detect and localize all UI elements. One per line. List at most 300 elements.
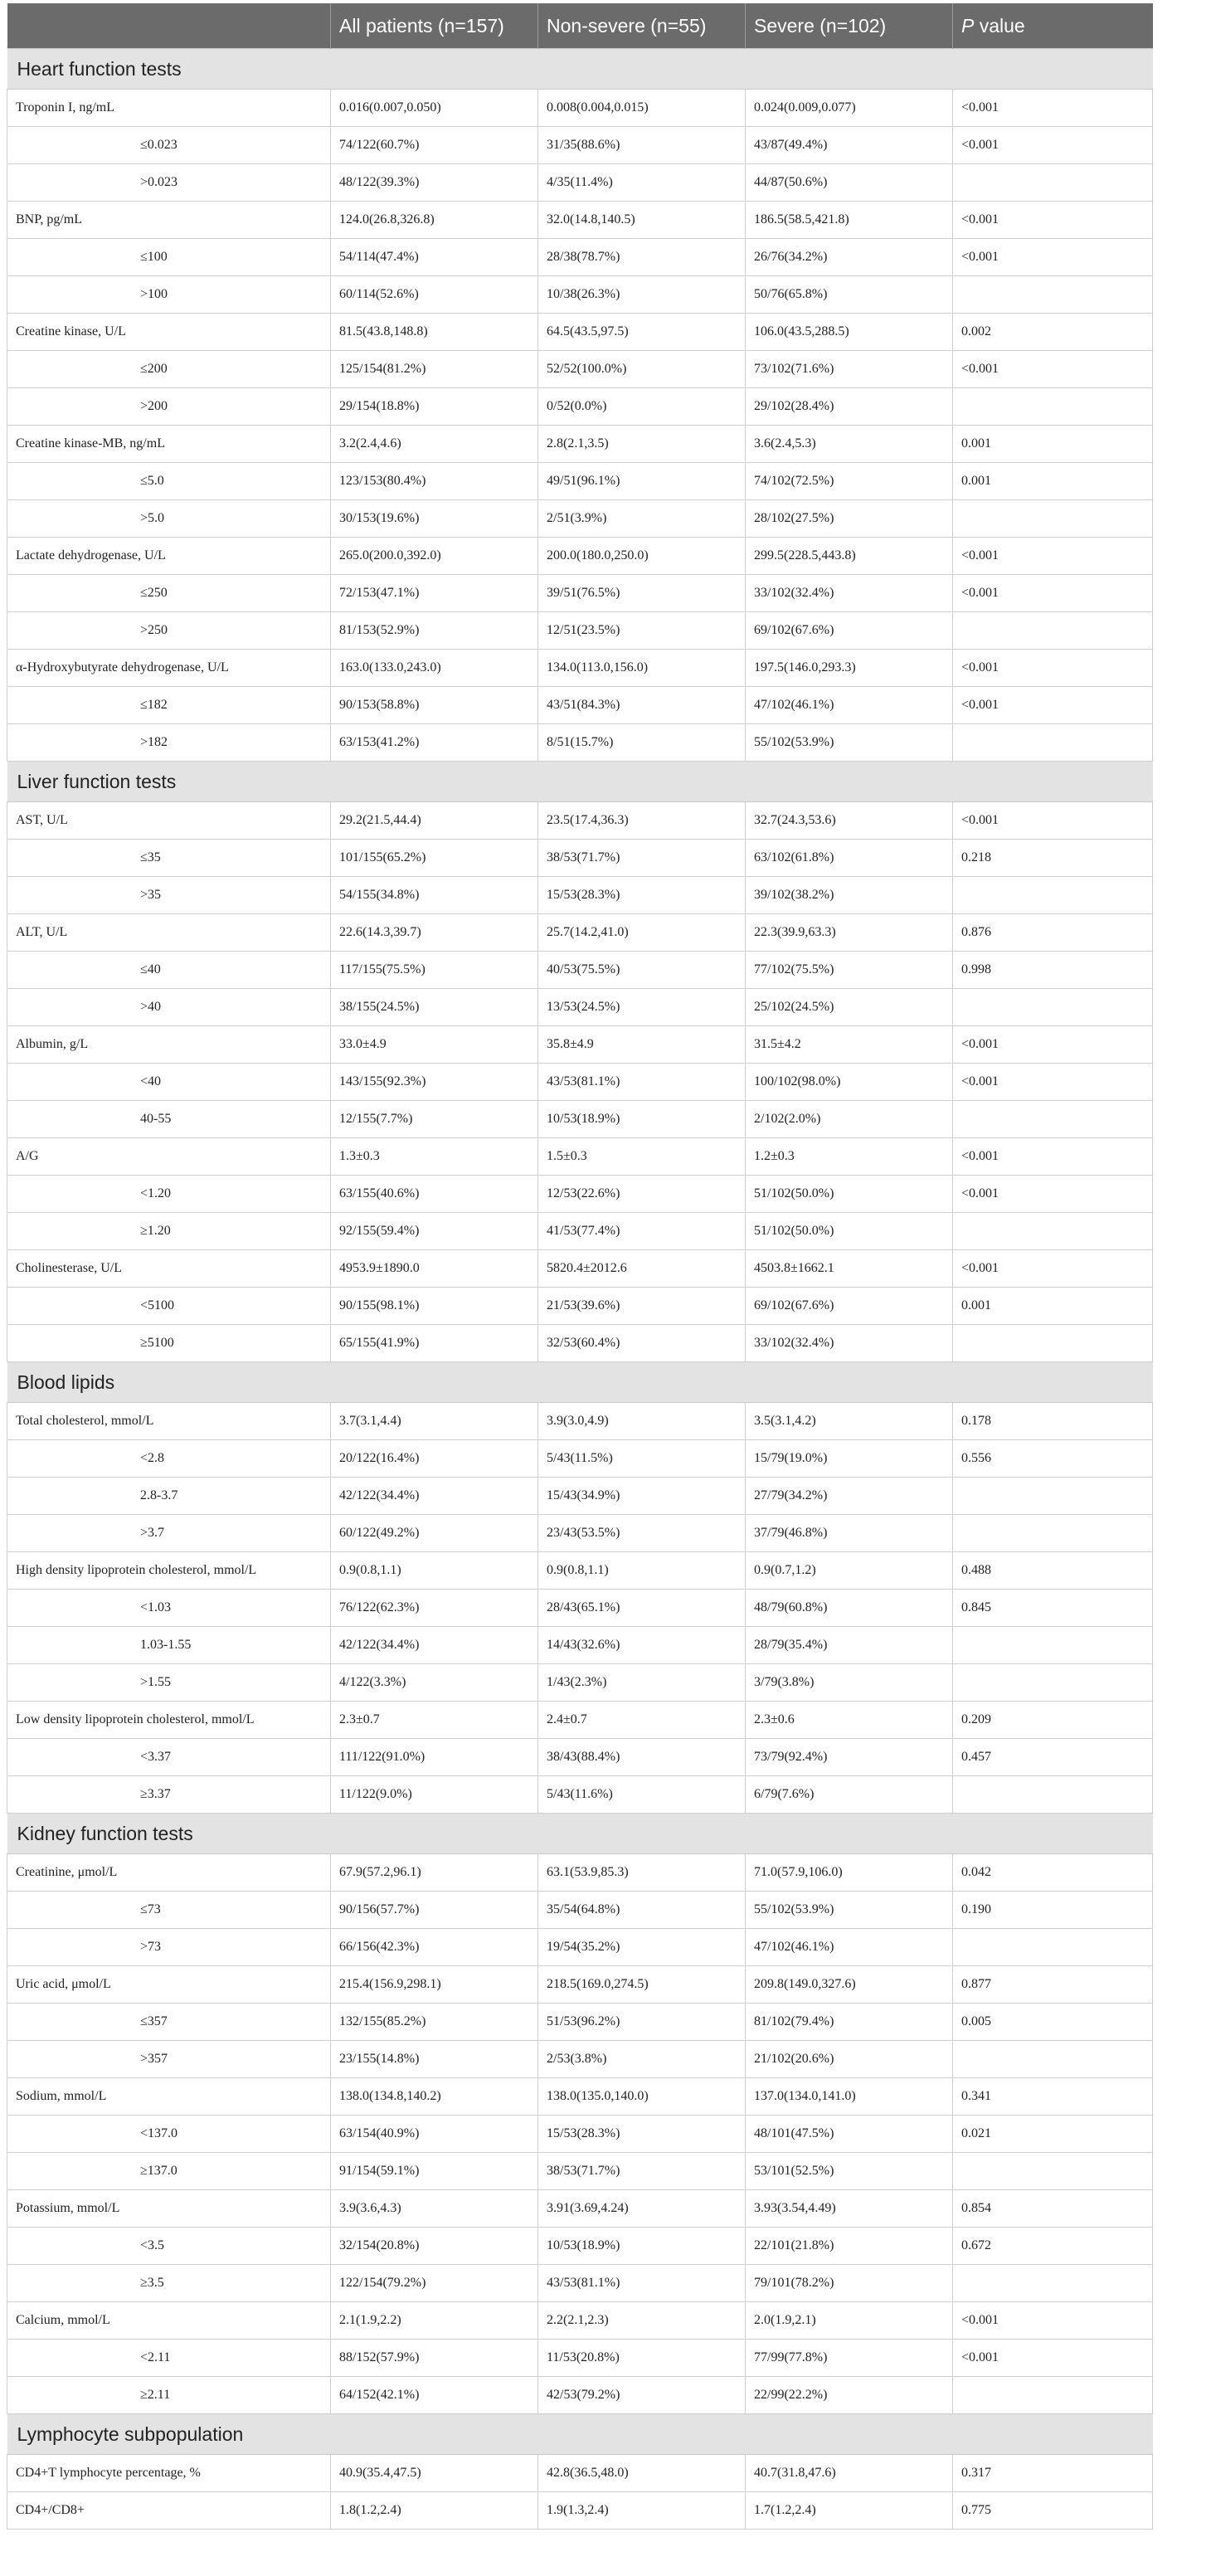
subcategory-row (7, 952, 1153, 989)
cell-non-severe: 35.8±4.9 (538, 1026, 746, 1064)
cell-p-value: 0.001 (953, 426, 1153, 463)
cell-all-patients: 72/153(47.1%) (331, 575, 538, 612)
cell-all-patients: 4953.9±1890.0 (331, 1250, 538, 1288)
row-label: 40-55 (7, 1101, 331, 1138)
cell-non-severe: 15/43(34.9%) (538, 1478, 746, 1515)
subcategory-row (7, 1440, 1153, 1478)
cell-all-patients: 22.6(14.3,39.7) (331, 914, 538, 952)
cell-non-severe: 21/53(39.6%) (538, 1288, 746, 1325)
cell-p-value: <0.001 (953, 1026, 1153, 1064)
cell-severe: 22/99(22.2%) (746, 2377, 953, 2414)
cell-non-severe: 0.008(0.004,0.015) (538, 90, 746, 127)
cell-p-value (953, 1325, 1153, 1362)
row-label: >5.0 (7, 500, 331, 538)
subcategory-row (7, 877, 1153, 914)
cell-all-patients: 64/152(42.1%) (331, 2377, 538, 2414)
measure-row (7, 1702, 1153, 1739)
row-label: ≤250 (7, 575, 331, 612)
header-p-value (953, 3, 1153, 49)
cell-all-patients: 29.2(21.5,44.4) (331, 802, 538, 840)
cell-severe: 2.3±0.6 (746, 1702, 953, 1739)
cell-non-severe: 2.2(2.1,2.3) (538, 2302, 746, 2340)
cell-all-patients: 81.5(43.8,148.8) (331, 314, 538, 351)
cell-non-severe: 5/43(11.6%) (538, 1776, 746, 1814)
cell-all-patients: 32/154(20.8%) (331, 2228, 538, 2265)
row-label: Creatinine, μmol/L (7, 1854, 331, 1892)
subcategory-row (7, 2377, 1153, 2414)
cell-p-value: <0.001 (953, 2302, 1153, 2340)
subcategory-row (7, 127, 1153, 164)
subcategory-row (7, 2041, 1153, 2078)
cell-non-severe: 12/53(22.6%) (538, 1176, 746, 1213)
row-label: Calcium, mmol/L (7, 2302, 331, 2340)
cell-non-severe: 134.0(113.0,156.0) (538, 650, 746, 687)
cell-p-value (953, 1101, 1153, 1138)
cell-p-value (953, 388, 1153, 426)
cell-non-severe: 200.0(180.0,250.0) (538, 538, 746, 575)
cell-all-patients: 90/153(58.8%) (331, 687, 538, 724)
measure-row (7, 1966, 1153, 2004)
row-label: Total cholesterol, mmol/L (7, 1403, 331, 1440)
cell-p-value (953, 1213, 1153, 1250)
measure-row (7, 1854, 1153, 1892)
cell-severe: 3.5(3.1,4.2) (746, 1403, 953, 1440)
subcategory-row (7, 1590, 1153, 1627)
cell-severe: 1.7(1.2,2.4) (746, 2492, 953, 2530)
cell-severe: 3.6(2.4,5.3) (746, 426, 953, 463)
row-label: CD4+/CD8+ (7, 2492, 331, 2530)
cell-severe: 73/102(71.6%) (746, 351, 953, 388)
cell-all-patients: 33.0±4.9 (331, 1026, 538, 1064)
subcategory-row (7, 463, 1153, 500)
cell-non-severe: 10/53(18.9%) (538, 2228, 746, 2265)
cell-p-value: <0.001 (953, 1064, 1153, 1101)
measure-row (7, 90, 1153, 127)
cell-non-severe: 32/53(60.4%) (538, 1325, 746, 1362)
cell-p-value (953, 164, 1153, 202)
cell-p-value: 0.854 (953, 2190, 1153, 2228)
cell-non-severe: 42.8(36.5,48.0) (538, 2455, 746, 2492)
cell-p-value (953, 2377, 1153, 2414)
cell-all-patients: 67.9(57.2,96.1) (331, 1854, 538, 1892)
cell-non-severe: 41/53(77.4%) (538, 1213, 746, 1250)
cell-all-patients: 117/155(75.5%) (331, 952, 538, 989)
cell-severe: 0.024(0.009,0.077) (746, 90, 953, 127)
measure-row (7, 2190, 1153, 2228)
cell-severe: 39/102(38.2%) (746, 877, 953, 914)
cell-non-severe: 218.5(169.0,274.5) (538, 1966, 746, 2004)
cell-severe: 47/102(46.1%) (746, 687, 953, 724)
section-header-row (7, 49, 1153, 90)
cell-severe: 55/102(53.9%) (746, 724, 953, 762)
section-header-row (7, 1362, 1153, 1403)
cell-non-severe: 28/38(78.7%) (538, 239, 746, 276)
cell-p-value: 0.775 (953, 2492, 1153, 2530)
cell-p-value (953, 2153, 1153, 2190)
cell-p-value: <0.001 (953, 2340, 1153, 2377)
subcategory-row (7, 2228, 1153, 2265)
cell-p-value: <0.001 (953, 687, 1153, 724)
cell-all-patients: 90/156(57.7%) (331, 1892, 538, 1929)
cell-non-severe: 3.91(3.69,4.24) (538, 2190, 746, 2228)
cell-all-patients: 122/154(79.2%) (331, 2265, 538, 2302)
cell-p-value (953, 1664, 1153, 1702)
row-label: >0.023 (7, 164, 331, 202)
row-label: Troponin I, ng/mL (7, 90, 331, 127)
subcategory-row (7, 2153, 1153, 2190)
cell-all-patients: 0.016(0.007,0.050) (331, 90, 538, 127)
row-label: ≥1.20 (7, 1213, 331, 1250)
cell-p-value: 0.005 (953, 2004, 1153, 2041)
cell-severe: 26/76(34.2%) (746, 239, 953, 276)
measure-row (7, 538, 1153, 575)
cell-non-severe: 2.4±0.7 (538, 1702, 746, 1739)
cell-all-patients: 54/155(34.8%) (331, 877, 538, 914)
cell-non-severe: 38/53(71.7%) (538, 840, 746, 877)
header-all-patients: All patients (n=157) (331, 3, 538, 49)
cell-severe: 1.2±0.3 (746, 1138, 953, 1176)
cell-p-value: <0.001 (953, 802, 1153, 840)
row-label: α-Hydroxybutyrate dehydrogenase, U/L (7, 650, 331, 687)
cell-severe: 28/79(35.4%) (746, 1627, 953, 1664)
cell-all-patients: 54/114(47.4%) (331, 239, 538, 276)
cell-all-patients: 3.9(3.6,4.3) (331, 2190, 538, 2228)
cell-all-patients: 88/152(57.9%) (331, 2340, 538, 2377)
cell-all-patients: 163.0(133.0,243.0) (331, 650, 538, 687)
row-label: >3.7 (7, 1515, 331, 1552)
cell-p-value: 0.190 (953, 1892, 1153, 1929)
cell-non-severe: 38/53(71.7%) (538, 2153, 746, 2190)
cell-all-patients: 124.0(26.8,326.8) (331, 202, 538, 239)
cell-non-severe: 13/53(24.5%) (538, 989, 746, 1026)
cell-p-value: 0.001 (953, 1288, 1153, 1325)
cell-non-severe: 0.9(0.8,1.1) (538, 1552, 746, 1590)
cell-p-value (953, 612, 1153, 650)
cell-all-patients: 42/122(34.4%) (331, 1627, 538, 1664)
cell-severe: 27/79(34.2%) (746, 1478, 953, 1515)
measure-row (7, 314, 1153, 351)
cell-non-severe: 15/53(28.3%) (538, 2116, 746, 2153)
p-value-word: value (979, 14, 1025, 37)
cell-severe: 22.3(39.9,63.3) (746, 914, 953, 952)
cell-severe: 197.5(146.0,293.3) (746, 650, 953, 687)
row-label: >40 (7, 989, 331, 1026)
cell-all-patients: 76/122(62.3%) (331, 1590, 538, 1627)
row-label: ≥3.5 (7, 2265, 331, 2302)
cell-p-value: 0.002 (953, 314, 1153, 351)
cell-all-patients: 60/122(49.2%) (331, 1515, 538, 1552)
subcategory-row (7, 276, 1153, 314)
cell-severe: 77/102(75.5%) (746, 952, 953, 989)
row-label: ≤100 (7, 239, 331, 276)
row-label: ≥2.11 (7, 2377, 331, 2414)
subcategory-row (7, 1101, 1153, 1138)
cell-severe: 71.0(57.9,106.0) (746, 1854, 953, 1892)
cell-non-severe: 3.9(3.0,4.9) (538, 1403, 746, 1440)
measure-row (7, 2492, 1153, 2530)
cell-p-value: 0.218 (953, 840, 1153, 877)
section-title: Heart function tests (7, 49, 1153, 90)
cell-severe: 81/102(79.4%) (746, 2004, 953, 2041)
cell-p-value: 0.876 (953, 914, 1153, 952)
cell-non-severe: 52/52(100.0%) (538, 351, 746, 388)
cell-severe: 21/102(20.6%) (746, 2041, 953, 2078)
cell-non-severe: 15/53(28.3%) (538, 877, 746, 914)
row-label: Lactate dehydrogenase, U/L (7, 538, 331, 575)
cell-non-severe: 43/51(84.3%) (538, 687, 746, 724)
cell-non-severe: 5820.4±2012.6 (538, 1250, 746, 1288)
subcategory-row (7, 2265, 1153, 2302)
row-label: <137.0 (7, 2116, 331, 2153)
row-label: Potassium, mmol/L (7, 2190, 331, 2228)
measure-row (7, 1250, 1153, 1288)
cell-all-patients: 3.2(2.4,4.6) (331, 426, 538, 463)
cell-p-value: 0.845 (953, 1590, 1153, 1627)
cell-severe: 3.93(3.54,4.49) (746, 2190, 953, 2228)
cell-all-patients: 101/155(65.2%) (331, 840, 538, 877)
subcategory-row (7, 1739, 1153, 1776)
cell-non-severe: 25.7(14.2,41.0) (538, 914, 746, 952)
cell-severe: 77/99(77.8%) (746, 2340, 953, 2377)
cell-all-patients: 63/154(40.9%) (331, 2116, 538, 2153)
row-label: ≤35 (7, 840, 331, 877)
measure-row (7, 2455, 1153, 2492)
cell-non-severe: 2.8(2.1,3.5) (538, 426, 746, 463)
cell-non-severe: 11/53(20.8%) (538, 2340, 746, 2377)
header-blank (7, 3, 331, 49)
subcategory-row (7, 1627, 1153, 1664)
cell-all-patients: 123/153(80.4%) (331, 463, 538, 500)
row-label: >100 (7, 276, 331, 314)
cell-all-patients: 215.4(156.9,298.1) (331, 1966, 538, 2004)
section-header-row (7, 762, 1153, 802)
cell-all-patients: 132/155(85.2%) (331, 2004, 538, 2041)
section-title: Kidney function tests (7, 1814, 1153, 1854)
cell-all-patients: 63/153(41.2%) (331, 724, 538, 762)
section-title: Liver function tests (7, 762, 1153, 802)
section-title: Lymphocyte subpopulation (7, 2414, 1153, 2455)
cell-non-severe: 5/43(11.5%) (538, 1440, 746, 1478)
cell-p-value: 0.341 (953, 2078, 1153, 2116)
cell-all-patients: 1.3±0.3 (331, 1138, 538, 1176)
cell-all-patients: 0.9(0.8,1.1) (331, 1552, 538, 1590)
cell-severe: 47/102(46.1%) (746, 1929, 953, 1966)
row-label: ≥5100 (7, 1325, 331, 1362)
cell-p-value (953, 877, 1153, 914)
cell-severe: 73/79(92.4%) (746, 1739, 953, 1776)
cell-all-patients: 66/156(42.3%) (331, 1929, 538, 1966)
cell-non-severe: 23/43(53.5%) (538, 1515, 746, 1552)
subcategory-row (7, 239, 1153, 276)
cell-severe: 22/101(21.8%) (746, 2228, 953, 2265)
cell-non-severe: 43/53(81.1%) (538, 2265, 746, 2302)
cell-non-severe: 42/53(79.2%) (538, 2377, 746, 2414)
row-label: ≤73 (7, 1892, 331, 1929)
subcategory-row (7, 1664, 1153, 1702)
measure-row (7, 1403, 1153, 1440)
row-label: ≤40 (7, 952, 331, 989)
cell-all-patients: 4/122(3.3%) (331, 1664, 538, 1702)
cell-p-value: <0.001 (953, 1176, 1153, 1213)
cell-p-value: <0.001 (953, 650, 1153, 687)
cell-all-patients: 40.9(35.4,47.5) (331, 2455, 538, 2492)
header-row (7, 3, 1153, 49)
row-label: ≤0.023 (7, 127, 331, 164)
subcategory-row (7, 1176, 1153, 1213)
row-label: >200 (7, 388, 331, 426)
cell-severe: 33/102(32.4%) (746, 1325, 953, 1362)
cell-severe: 69/102(67.6%) (746, 612, 953, 650)
cell-severe: 55/102(53.9%) (746, 1892, 953, 1929)
row-label: Creatine kinase, U/L (7, 314, 331, 351)
cell-p-value: <0.001 (953, 1250, 1153, 1288)
row-label: >250 (7, 612, 331, 650)
cell-severe: 63/102(61.8%) (746, 840, 953, 877)
cell-non-severe: 8/51(15.7%) (538, 724, 746, 762)
cell-all-patients: 1.8(1.2,2.4) (331, 2492, 538, 2530)
cell-severe: 79/101(78.2%) (746, 2265, 953, 2302)
subcategory-row (7, 724, 1153, 762)
row-label: ≤5.0 (7, 463, 331, 500)
cell-all-patients: 90/155(98.1%) (331, 1288, 538, 1325)
cell-all-patients: 91/154(59.1%) (331, 2153, 538, 2190)
subcategory-row (7, 1064, 1153, 1101)
cell-all-patients: 2.3±0.7 (331, 1702, 538, 1739)
row-label: >35 (7, 877, 331, 914)
cell-non-severe: 63.1(53.9,85.3) (538, 1854, 746, 1892)
cell-non-severe: 1.5±0.3 (538, 1138, 746, 1176)
cell-severe: 50/76(65.8%) (746, 276, 953, 314)
subcategory-row (7, 1776, 1153, 1814)
cell-all-patients: 265.0(200.0,392.0) (331, 538, 538, 575)
row-label: CD4+T lymphocyte percentage, % (7, 2455, 331, 2492)
cell-severe: 44/87(50.6%) (746, 164, 953, 202)
cell-p-value: <0.001 (953, 127, 1153, 164)
subcategory-row (7, 575, 1153, 612)
cell-non-severe: 10/53(18.9%) (538, 1101, 746, 1138)
subcategory-row (7, 2004, 1153, 2041)
row-label: ≥137.0 (7, 2153, 331, 2190)
cell-non-severe: 32.0(14.8,140.5) (538, 202, 746, 239)
cell-severe: 25/102(24.5%) (746, 989, 953, 1026)
cell-severe: 74/102(72.5%) (746, 463, 953, 500)
cell-p-value: 0.209 (953, 1702, 1153, 1739)
cell-all-patients: 74/122(60.7%) (331, 127, 538, 164)
cell-severe: 6/79(7.6%) (746, 1776, 953, 1814)
cell-p-value (953, 1776, 1153, 1814)
subcategory-row (7, 840, 1153, 877)
section-title: Blood lipids (7, 1362, 1153, 1403)
subcategory-row (7, 612, 1153, 650)
cell-non-severe: 40/53(75.5%) (538, 952, 746, 989)
row-label: >73 (7, 1929, 331, 1966)
cell-severe: 4503.8±1662.1 (746, 1250, 953, 1288)
subcategory-row (7, 1892, 1153, 1929)
cell-non-severe: 19/54(35.2%) (538, 1929, 746, 1966)
cell-non-severe: 39/51(76.5%) (538, 575, 746, 612)
subcategory-row (7, 2116, 1153, 2153)
row-label: Cholinesterase, U/L (7, 1250, 331, 1288)
cell-p-value: <0.001 (953, 351, 1153, 388)
subcategory-row (7, 164, 1153, 202)
cell-severe: 28/102(27.5%) (746, 500, 953, 538)
cell-all-patients: 143/155(92.3%) (331, 1064, 538, 1101)
cell-severe: 33/102(32.4%) (746, 575, 953, 612)
cell-p-value: 0.042 (953, 1854, 1153, 1892)
subcategory-row (7, 1515, 1153, 1552)
measure-row (7, 202, 1153, 239)
cell-all-patients: 63/155(40.6%) (331, 1176, 538, 1213)
cell-non-severe: 10/38(26.3%) (538, 276, 746, 314)
cell-non-severe: 23.5(17.4,36.3) (538, 802, 746, 840)
cell-p-value: 0.998 (953, 952, 1153, 989)
row-label: >357 (7, 2041, 331, 2078)
cell-severe: 53/101(52.5%) (746, 2153, 953, 2190)
cell-severe: 48/79(60.8%) (746, 1590, 953, 1627)
cell-p-value: 0.001 (953, 463, 1153, 500)
subcategory-row (7, 1288, 1153, 1325)
cell-all-patients: 81/153(52.9%) (331, 612, 538, 650)
row-label: ≤182 (7, 687, 331, 724)
cell-non-severe: 64.5(43.5,97.5) (538, 314, 746, 351)
cell-p-value: 0.488 (953, 1552, 1153, 1590)
cell-p-value: 0.877 (953, 1966, 1153, 2004)
p-letter: P (961, 14, 975, 37)
lab-results-table (7, 3, 1153, 2530)
section-header-row (7, 2414, 1153, 2455)
cell-non-severe: 28/43(65.1%) (538, 1590, 746, 1627)
subcategory-row (7, 500, 1153, 538)
cell-all-patients: 23/155(14.8%) (331, 2041, 538, 2078)
row-label: ≤200 (7, 351, 331, 388)
cell-p-value: <0.001 (953, 575, 1153, 612)
measure-row (7, 1552, 1153, 1590)
cell-all-patients: 42/122(34.4%) (331, 1478, 538, 1515)
measure-row (7, 802, 1153, 840)
cell-p-value (953, 989, 1153, 1026)
subcategory-row (7, 388, 1153, 426)
row-label: <3.37 (7, 1739, 331, 1776)
row-label: ≥3.37 (7, 1776, 331, 1814)
cell-all-patients: 92/155(59.4%) (331, 1213, 538, 1250)
row-label: <2.11 (7, 2340, 331, 2377)
measure-row (7, 914, 1153, 952)
cell-non-severe: 14/43(32.6%) (538, 1627, 746, 1664)
cell-p-value (953, 500, 1153, 538)
row-label: >1.55 (7, 1664, 331, 1702)
row-label: BNP, pg/mL (7, 202, 331, 239)
cell-all-patients: 30/153(19.6%) (331, 500, 538, 538)
table-body (7, 49, 1153, 2530)
cell-non-severe: 1/43(2.3%) (538, 1664, 746, 1702)
cell-severe: 15/79(19.0%) (746, 1440, 953, 1478)
row-label: >182 (7, 724, 331, 762)
cell-severe: 209.8(149.0,327.6) (746, 1966, 953, 2004)
measure-row (7, 1026, 1153, 1064)
cell-severe: 32.7(24.3,53.6) (746, 802, 953, 840)
cell-severe: 40.7(31.8,47.6) (746, 2455, 953, 2492)
cell-non-severe: 1.9(1.3,2.4) (538, 2492, 746, 2530)
cell-p-value: 0.178 (953, 1403, 1153, 1440)
cell-p-value (953, 2041, 1153, 2078)
measure-row (7, 2302, 1153, 2340)
cell-all-patients: 138.0(134.8,140.2) (331, 2078, 538, 2116)
cell-non-severe: 38/43(88.4%) (538, 1739, 746, 1776)
cell-all-patients: 60/114(52.6%) (331, 276, 538, 314)
cell-severe: 43/87(49.4%) (746, 127, 953, 164)
subcategory-row (7, 351, 1153, 388)
table-container (7, 3, 1152, 2530)
